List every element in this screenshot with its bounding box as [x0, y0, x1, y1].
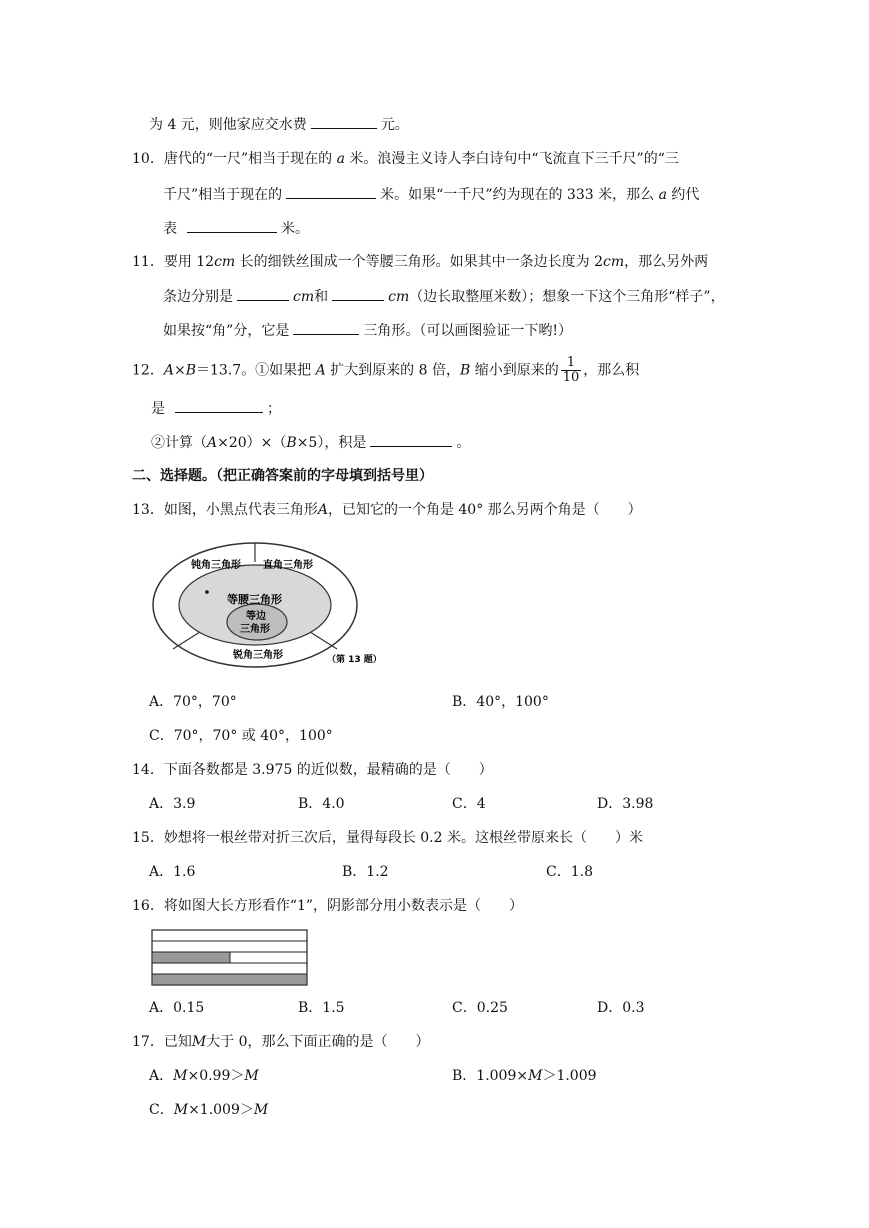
q16-option-c[interactable]: C．0.25 [452, 1000, 508, 1016]
q17-option-a[interactable] [149, 1066, 259, 1086]
q13-figure [149, 540, 391, 670]
q12-frac-num: 1 [561, 356, 582, 371]
q11-line1 [132, 252, 708, 272]
figure-caption: （第 13 题） [327, 655, 382, 665]
q15-option-b[interactable]: B．1.2 [342, 864, 389, 880]
q11-unit3: cm [293, 289, 315, 305]
q9-tail [149, 114, 409, 135]
q9-text: 为 4 元，则他家应交水费 [149, 117, 307, 133]
q11-text2: 长的细铁丝围成一个等腰三角形。如果其中一条边长度为 2 [235, 254, 604, 270]
q10-text2: 千尺”相当于现在的 [163, 187, 283, 203]
q17-option-c[interactable] [149, 1100, 268, 1120]
q17-text1: 17．已知 [132, 1034, 192, 1050]
label-equilateral-1: 等边 [246, 611, 266, 622]
q12-var-b: B [185, 362, 196, 379]
q12-text7: ②计算（ [151, 435, 207, 451]
q12-var-b3: B [286, 435, 297, 451]
q13-option-b[interactable]: B．40°，100° [452, 694, 549, 710]
q13-text2: ，已知它的一个角是 40° 那么另两个角是（ ） [327, 502, 642, 518]
q12-line2 [151, 398, 281, 419]
q12-text9: ×5），积是 [296, 435, 367, 451]
label-equilateral-2: 三角形 [240, 624, 270, 635]
q15-option-c[interactable]: C．1.8 [546, 864, 593, 880]
q11-blank1[interactable] [237, 286, 289, 301]
q12-text8: ×20）×（ [217, 435, 287, 451]
q11-blank3[interactable] [293, 320, 359, 335]
shaded-full-row [152, 974, 307, 985]
q17-b-text2: ＞1.009 [542, 1068, 597, 1084]
q17-c-label: C． [149, 1102, 174, 1118]
q13-var: A [317, 502, 328, 518]
q15-option-a[interactable]: A．1.6 [149, 864, 196, 880]
q10-var: a [336, 151, 345, 167]
q11-text7: 如果按“角”分，它是 [163, 323, 290, 339]
q11-line3 [163, 320, 572, 341]
q17-a-m2: M [244, 1068, 259, 1084]
q14-option-b[interactable]: B．4.0 [298, 796, 345, 812]
q12-text6: ； [267, 401, 281, 417]
q10-text5: 表 [163, 221, 177, 237]
q16-option-d[interactable]: D．0.3 [597, 1000, 645, 1016]
q13-option-c[interactable]: C．70°，70° 或 40°，100° [149, 728, 333, 744]
q14-option-a[interactable]: A．3.9 [149, 796, 196, 812]
q11-text3: ，那么另外两 [624, 254, 709, 270]
q12-text10: 。 [456, 435, 471, 451]
q9-answer-blank[interactable] [311, 114, 377, 129]
q11-blank2[interactable] [332, 286, 384, 301]
q17-option-b[interactable] [452, 1066, 597, 1086]
q11-unit2: cm [603, 254, 625, 270]
shaded-half-row [152, 952, 230, 963]
q11-text1: 11．要用 12 [132, 254, 215, 270]
q14-stem: 14．下面各数都是 3.975 的近似数，最精确的是（ ） [132, 762, 493, 778]
q12-times: × [173, 362, 186, 379]
triangle-a-dot [205, 590, 209, 594]
q14-option-d[interactable]: D．3.98 [597, 796, 654, 812]
q12-text1: ＝13.7。①如果把 [195, 362, 312, 379]
q11-unit: cm [214, 254, 236, 270]
q15-stem: 15．妙想将一根丝带对折三次后，量得每段长 0.2 米。这根丝带原来长（ ）米 [132, 830, 643, 846]
q12-text5: 是 [151, 401, 165, 417]
q17-c-text: ×1.009＞ [188, 1102, 254, 1118]
q16-option-a[interactable]: A．0.15 [149, 1000, 205, 1016]
q10-text: 10．唐代的“一尺”相当于现在的 [132, 151, 333, 167]
q12-text4: ，那么积 [583, 362, 640, 379]
q12-line1 [132, 356, 639, 385]
section-title: 二、选择题。（把正确答案前的字母填到括号里） [132, 468, 433, 484]
q12-var-a2: A [315, 362, 326, 379]
q17-text2: 大于 0，那么下面正确的是（ ） [206, 1034, 430, 1050]
q12-var-b2: B [460, 362, 471, 379]
q10-blank1[interactable] [286, 184, 376, 199]
q10-line3 [163, 218, 309, 239]
q17-a-m1: M [173, 1068, 188, 1084]
q12-var-a: A [163, 362, 174, 379]
q13-stem [132, 500, 642, 520]
q14-option-c[interactable]: C．4 [452, 796, 486, 812]
q12-blank2[interactable] [370, 432, 452, 447]
q12-num: 12． [132, 362, 164, 379]
q17-b-text1: B．1.009× [452, 1068, 529, 1084]
q11-text4: 条边分别是 [163, 289, 233, 305]
q12-blank1[interactable] [175, 398, 263, 413]
q10-var2: a [658, 187, 667, 203]
label-acute: 锐角三角形 [233, 650, 283, 661]
q10-blank2[interactable] [187, 218, 277, 233]
q12-frac-den: 10 [562, 370, 580, 385]
q10-text4: 约代 [666, 187, 700, 203]
label-obtuse: 钝角三角形 [191, 560, 241, 571]
q11-text8: 三角形。（可以画图验证一下哟!） [363, 323, 572, 339]
q10-line2 [163, 184, 699, 205]
q13-option-a[interactable]: A．70°，70° [149, 694, 237, 710]
q17-a-text: ×0.99＞ [187, 1068, 245, 1084]
q9-suffix: 元。 [380, 117, 409, 133]
q11-line2 [163, 286, 725, 307]
q17-var: M [191, 1034, 207, 1050]
q16-option-b[interactable]: B．1.5 [298, 1000, 345, 1016]
q10-text-rest: 米。浪漫主义诗人李白诗句中“飞流直下三千尺”的“三 [344, 151, 679, 167]
q10-text3: 米。如果“一千尺”约为现在的 333 米，那么 [380, 187, 655, 203]
label-right: 直角三角形 [263, 560, 313, 571]
q11-text5: 和 [314, 289, 329, 305]
q12-text3: 缩小到原来的 [474, 362, 559, 379]
q17-c-m2: M [253, 1102, 269, 1118]
q10-text6: 米。 [281, 221, 309, 237]
q12-var-a3: A [207, 435, 218, 451]
q12-line3 [151, 432, 470, 453]
q16-stem: 16．将如图大长方形看作“1”，阴影部分用小数表示是（ ） [132, 898, 524, 914]
label-isosceles: 等腰三角形 [227, 593, 282, 606]
q13-text: 13．如图，小黑点代表三角形 [132, 502, 318, 518]
q12-text2: 扩大到原来的 8 倍， [330, 362, 460, 379]
q10-line1 [132, 149, 679, 169]
q11-text6: （边长取整厘米数）；想象一下这个三角形“样子”， [409, 289, 725, 305]
q17-a-label: A． [149, 1068, 174, 1084]
q16-rectangle-figure [151, 929, 309, 987]
q12-fraction [561, 356, 582, 385]
q17-c-m1: M [173, 1102, 189, 1118]
q17-stem [132, 1032, 430, 1052]
q11-unit4: cm [388, 289, 410, 305]
q17-b-m: M [528, 1068, 543, 1084]
